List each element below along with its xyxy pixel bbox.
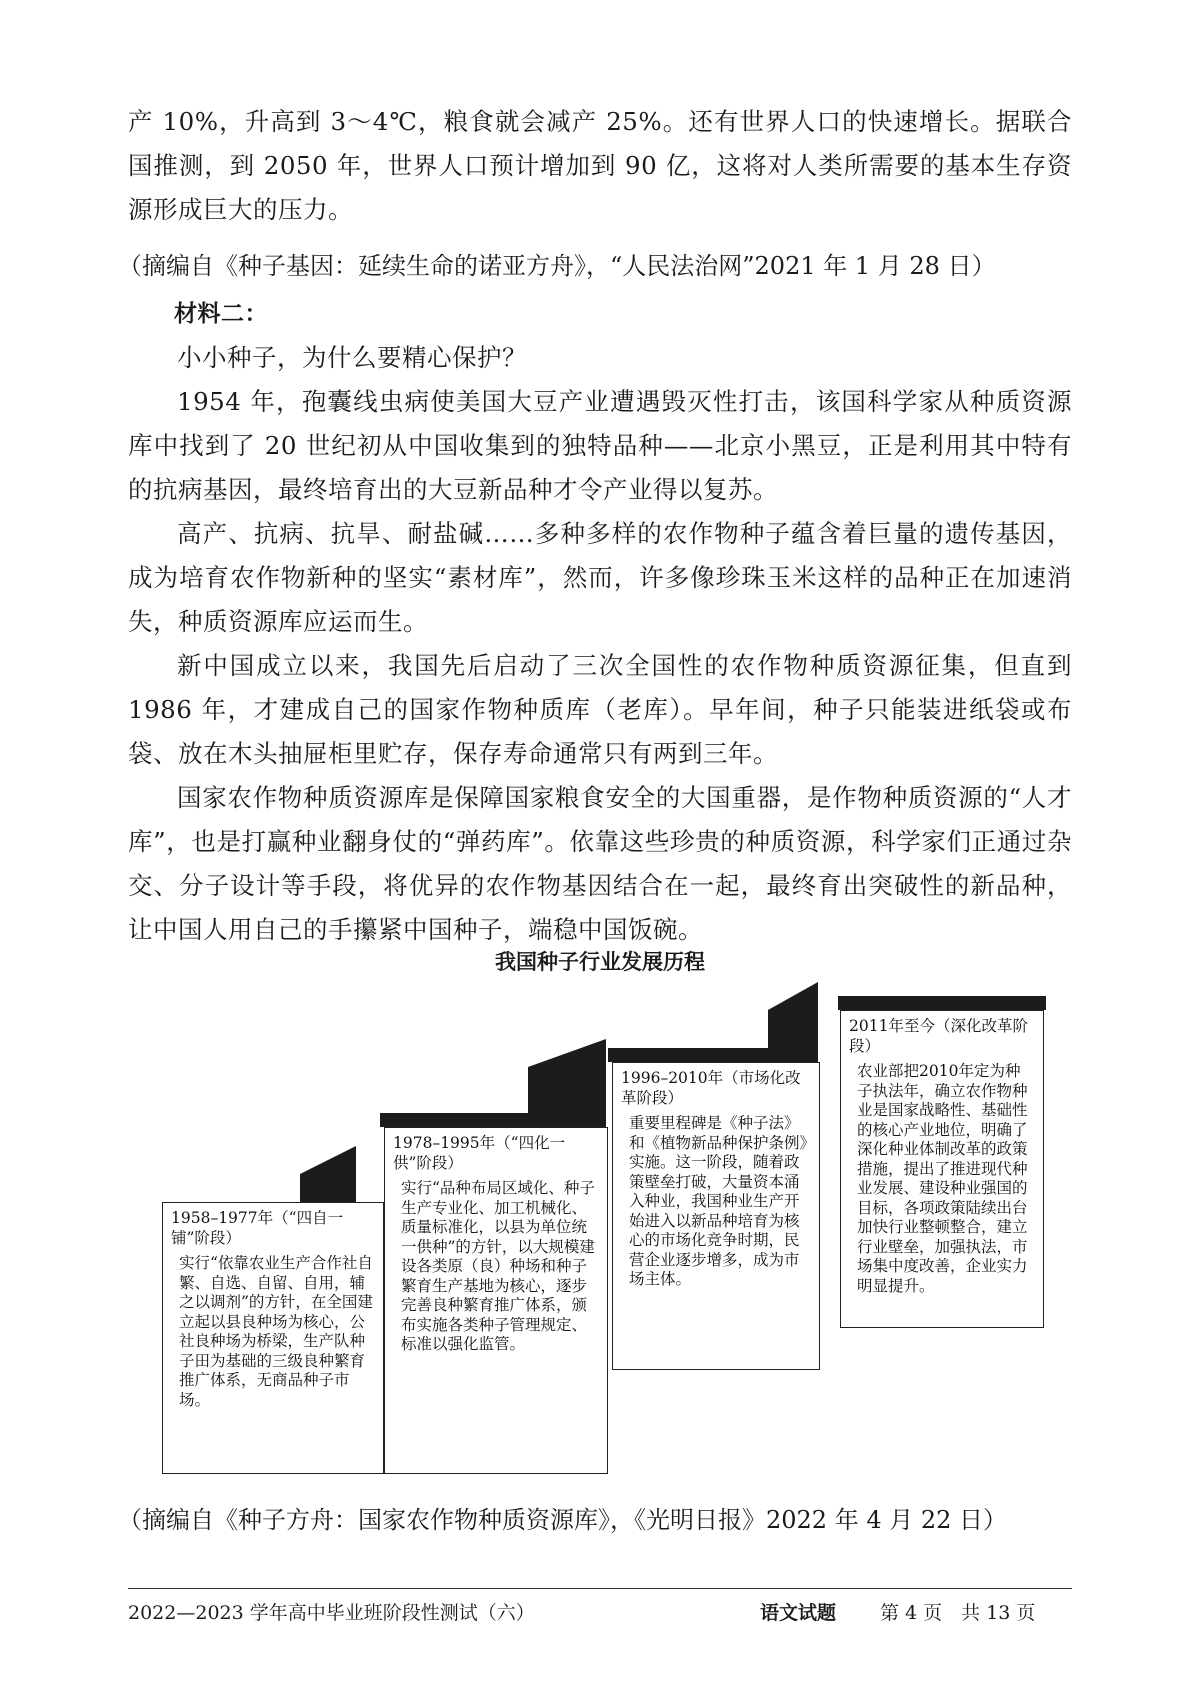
stair-arrow [300,1146,356,1174]
stage-description: 实行“品种布局区域化、种子生产专业化、加工机械化、质量标准化，以县为单位统一供种”的方针，以大规模建设各类原（良）种场和种子繁育生产基地为核心，逐步完善良种繁育推广体系，颁布实施各类种子管理规定、标准以强化监管。 [401,1179,595,1353]
footer-page-number: 第 4 页 共 13 页 [880,1602,1036,1624]
stage-title: 2011年至今（深化改革阶段） [849,1017,1028,1055]
stage-description: 实行“依靠农业生产合作社自繁、自选、自留、自用，辅之以调剂”的方针，在全国建立起以县良种场为核心，公社良种场为桥梁，生产队种子田为基础的三级良种繁育推广体系，无商品种子市场。 [179,1254,373,1409]
timeline-stage-2 [384,1127,608,1474]
stair-bar [608,1048,818,1062]
source-citation-2: （摘编自《种子方舟：国家农作物种质资源库》，《光明日报》2022 年 4 月 22 日） [118,1506,1008,1534]
material-1-text [128,100,1072,232]
stair-arrow [528,1039,606,1067]
source-citation-1: （摘编自《种子基因：延续生命的诺亚方舟》，“人民法治网”2021 年 1 月 28 日） [118,252,996,280]
paragraph: 产 10%，升高到 3～4℃，粮食就会减产 25%。还有世界人口的快速增长。据联合国推测，到 2050 年，世界人口预计增加到 90 亿，这将对人类所需要的基本生存资源形成巨大的压力。 [128,107,1072,224]
stair-bar [300,1174,356,1202]
stage-description: 农业部把2010年定为种子执法年，确立农作物种业是国家战略性、基础性的核心产业地位，明确了深化种业体制改革的政策措施，提出了推进现代种业发展、建设种业强国的目标，各项政策陆续出台加快行业整顿整合，建立行业壁垒，加强执法，市场集中度改善，企业实力明显提升。 [857,1062,1028,1295]
stage-title: 1958–1977年（“四自一铺”阶段） [171,1209,344,1247]
material-2-question: 小小种子，为什么要精心保护？ [177,343,527,372]
material-2-heading: 材料二： [174,301,268,327]
timeline-stage-4 [840,1010,1044,1328]
material-2-section [128,292,1072,952]
paragraph: 新中国成立以来，我国先后启动了三次全国性的农作物种质资源征集，但直到 1986 年，才建成自己的国家作物种质库（老库）。早年间，种子只能装进纸袋或布袋、放在木头抽屉柜里贮存，保存寿命通常只有两到三年。 [128,651,1072,768]
footer-divider [128,1588,1072,1589]
footer-exam-name: 2022—2023 学年高中毕业班阶段性测试（六） [128,1602,535,1624]
footer-subject: 语文试题 [760,1602,837,1624]
stage-description: 重要里程碑是《种子法》和《植物新品种保护条例》实施。这一阶段，随着政策壁垒打破，大量资本涌入种业，我国种业生产开始进入以新品种培育为核心的市场化竞争时期，民营企业逐步增多，成为市场主体。 [629,1114,808,1288]
paragraph: 1954 年，孢囊线虫病使美国大豆产业遭遇毁灭性打击，该国科学家从种质资源库中找到了 20 世纪初从中国收集到的独特品种——北京小黑豆，正是利用其中特有的抗病基因，最终培育出的大豆新品种才令产业得以复苏。 [128,387,1072,504]
paragraph: 国家农作物种质资源库是保障国家粮食安全的大国重器，是作物种质资源的“人才库”，也是打赢种业翻身仗的“弹药库”。依靠这些珍贵的种质资源，科学家们正通过杂交、分子设计等手段，将优异的农作物基因结合在一起，最终育出突破性的新品种，让中国人用自己的手攥紧中国种子，端稳中国饭碗。 [128,783,1072,944]
stage-title: 1978–1995年（“四化一供”阶段） [393,1134,566,1172]
stair-bar [838,996,1046,1010]
stage-title: 1996–2010年（市场化改革阶段） [621,1069,801,1107]
paragraph: 高产、抗病、抗旱、耐盐碱……多种多样的农作物种子蕴含着巨量的遗传基因，成为培育农作物新种的坚实“素材库”，然而，许多像珍珠玉米这样的品种正在加速消失，种质资源库应运而生。 [128,519,1072,636]
timeline-stage-3 [612,1062,820,1370]
stair-bar [528,1067,606,1113]
timeline-stage-1 [162,1202,384,1474]
stair-bar [768,1010,818,1048]
timeline-title: 我国种子行业发展历程 [495,950,705,974]
stair-bar [380,1113,606,1127]
stair-arrow [768,982,818,1010]
